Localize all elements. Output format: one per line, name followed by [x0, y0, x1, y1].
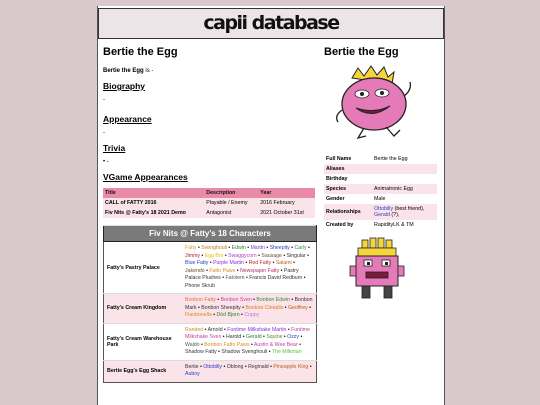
bullet-separator: •: [223, 252, 229, 259]
infobox-key: Full Name: [326, 156, 352, 162]
character-link[interactable]: Francis David Redburn: [249, 275, 303, 282]
character-link[interactable]: Red Fatty: [248, 260, 272, 267]
character-link[interactable]: Shadow Svenghouli: [221, 349, 268, 356]
relationship-note: (best friend),: [393, 206, 425, 212]
bullet-separator: •: [267, 349, 272, 356]
bullet-separator: •: [215, 297, 221, 304]
infobox-value: Bertie the Egg: [374, 156, 408, 162]
character-link[interactable]: Jimmy: [185, 252, 200, 259]
table-row: [104, 294, 317, 324]
character-link[interactable]: Pineapple King: [273, 363, 309, 370]
characters-table-title: Fiv Nits @ Fatty's 18 Characters: [104, 226, 317, 242]
table-cell: Antagonist: [204, 208, 258, 218]
bullet-separator: •: [222, 363, 227, 370]
bullet-separator: •: [244, 275, 250, 282]
intro-name: Bertie the Egg: [103, 68, 144, 74]
bullet-separator: •: [261, 334, 267, 341]
bullet-separator: •: [256, 252, 262, 259]
vgame-table: [103, 188, 315, 218]
infobox-key: Created by: [326, 222, 354, 228]
location-label[interactable]: Fatty's Cream Warehouse Park: [104, 323, 183, 360]
character-link[interactable]: Edwin: [231, 245, 246, 251]
character-link[interactable]: Bonbon Cineplis: [245, 304, 284, 311]
table-row: [104, 323, 317, 360]
character-list: [182, 323, 317, 360]
character-link[interactable]: Austin & Wee Bear: [253, 341, 298, 348]
table-row: [324, 184, 437, 194]
character-link[interactable]: Carly: [294, 245, 307, 251]
bullet-separator: •: [271, 260, 276, 267]
character-link[interactable]: Harold: [226, 334, 242, 341]
bullet-separator: •: [305, 252, 309, 259]
bullet-separator: •: [289, 297, 295, 304]
bullet-separator: •: [251, 297, 257, 304]
infobox-value: [372, 204, 437, 220]
character-link[interactable]: Swaggycorn: [228, 252, 257, 259]
location-label[interactable]: Fatty's Pastry Palace: [104, 242, 183, 294]
biography-heading: Biography: [103, 81, 146, 91]
page-container: [97, 6, 445, 405]
infobox-table: [324, 154, 437, 230]
bullet-separator: •: [286, 326, 292, 333]
character-link[interactable]: Sausage: [261, 252, 282, 259]
bertie-pixel-sprite: [346, 236, 408, 302]
bullet-separator: •: [308, 363, 312, 370]
bullet-separator: •: [302, 275, 306, 282]
characters-table: [103, 225, 317, 383]
table-cell[interactable]: Fiv Nits @ Fatty's 18 2021 Demo: [103, 208, 204, 218]
site-title: capii database: [203, 12, 339, 34]
infobox-value: RapidityLK & TM: [374, 222, 414, 228]
bullet-separator: •: [196, 304, 202, 311]
character-link[interactable]: Fatty: [185, 245, 197, 251]
bullet-separator: •: [241, 334, 247, 341]
character-link[interactable]: Bonbon Fatto Paws: [204, 341, 250, 348]
infobox-value: [372, 174, 437, 184]
trivia-heading: Trivia: [103, 143, 126, 153]
table-row: [324, 164, 437, 174]
table-row: [324, 174, 437, 184]
character-link[interactable]: Salami: [275, 260, 292, 267]
bullet-separator: •: [208, 260, 214, 267]
bullet-separator: •: [211, 312, 217, 319]
character-link[interactable]: Jakendo: [185, 267, 205, 274]
bullet-separator: •: [249, 341, 254, 348]
character-link[interactable]: Bonbon Sven: [220, 297, 252, 304]
infobox-key: Species: [324, 184, 372, 194]
bullet-separator: •: [297, 341, 301, 348]
table-row: [103, 208, 315, 218]
bullet-separator: •: [264, 245, 270, 251]
appearance-heading: Appearance: [103, 114, 152, 124]
character-link[interactable]: Bonbon Mark: [185, 297, 313, 311]
appearance-text: -: [103, 130, 105, 136]
bullet-separator: •: [216, 349, 222, 356]
character-link[interactable]: Ottobilly: [203, 363, 223, 370]
bullet-separator: •: [299, 334, 303, 341]
character-link[interactable]: The Milkman: [271, 349, 302, 356]
character-link[interactable]: Ozzy: [287, 334, 299, 341]
character-link[interactable]: Martin: [250, 245, 265, 251]
table-row: [324, 220, 437, 230]
bullet-separator: •: [199, 341, 205, 348]
character-sprite: [346, 236, 439, 307]
character-link[interactable]: Pastry Palace Plushes: [185, 267, 299, 282]
bullet-separator: •: [198, 363, 204, 370]
character-link[interactable]: Funtime Milkshake Martin: [227, 326, 287, 333]
bullet-separator: •: [306, 245, 310, 251]
bullet-separator: •: [240, 304, 246, 311]
intro-rest: is -: [143, 68, 154, 74]
page-title: Bertie the Egg: [103, 46, 178, 58]
bullet-separator: •: [281, 252, 287, 259]
character-link[interactable]: Bonbon Sheepity: [201, 304, 241, 311]
character-list: [182, 242, 317, 294]
bullet-separator: •: [239, 312, 245, 319]
bertie-egg-portrait: [324, 64, 434, 144]
table-cell: 2021 October 31st: [258, 208, 315, 218]
infobox-value: Male: [374, 196, 386, 202]
main-content: [103, 46, 318, 383]
infobox-key: Birthday: [326, 176, 348, 182]
character-link[interactable]: Auboy: [185, 371, 200, 378]
character-link[interactable]: Bonbon Edwin: [256, 297, 290, 304]
character-link[interactable]: Sheepity: [269, 245, 290, 251]
character-link[interactable]: Cuppy: [244, 312, 260, 319]
character-link[interactable]: Waldo: [185, 341, 200, 348]
bullet-separator: •: [220, 275, 226, 282]
infobox-key: Aliases: [324, 164, 372, 174]
character-link[interactable]: Geoffrey: [287, 304, 308, 311]
character-link[interactable]: Blue Fatty: [185, 260, 209, 267]
character-link[interactable]: Oblong: [226, 363, 244, 370]
character-link[interactable]: Egg Bro: [204, 252, 224, 259]
vgame-header-cell: Description: [204, 188, 258, 198]
table-row: [324, 154, 437, 164]
vgame-heading: VGame Appearances: [103, 172, 188, 182]
bullet-separator: •: [196, 245, 202, 251]
bullet-separator: •: [268, 363, 274, 370]
character-link[interactable]: Svenghouli: [201, 245, 227, 251]
table-cell: 2016 February: [258, 198, 315, 208]
table-row: [104, 360, 317, 382]
relationship-link[interactable]: Ottobilly: [374, 206, 394, 212]
bullet-separator: •: [282, 334, 288, 341]
character-link[interactable]: Squine: [266, 334, 283, 341]
vgame-header-row: [103, 188, 315, 198]
location-label[interactable]: Bertie Egg's Egg Shack: [104, 360, 183, 382]
character-link[interactable]: Flanbonella: [185, 312, 212, 319]
character-list: [182, 294, 317, 324]
character-link[interactable]: Newspaper Fatty: [239, 267, 280, 274]
infobox-title: Bertie the Egg: [324, 46, 399, 58]
bullet-separator: •: [199, 252, 205, 259]
bullet-separator: •: [204, 267, 210, 274]
intro-text: [103, 68, 318, 74]
location-label[interactable]: Fatty's Cream Kingdom: [104, 294, 183, 324]
infobox-value: [372, 164, 437, 174]
bullet-separator: •: [222, 326, 228, 333]
bullet-separator: •: [243, 363, 249, 370]
character-link[interactable]: Bertie: [185, 363, 199, 370]
bullet-separator: •: [226, 245, 232, 251]
vgame-header-cell: Title: [103, 188, 204, 198]
character-link[interactable]: Dòd Bjorn: [216, 312, 240, 319]
character-link[interactable]: Funtime Milkshake Sven: [185, 326, 310, 341]
character-link[interactable]: Fatotem: [225, 275, 245, 282]
infobox-key: Relationships: [324, 204, 372, 220]
character-link[interactable]: Bonbon Fatty: [185, 297, 216, 304]
infobox-value: Animatronic Egg: [372, 184, 437, 194]
bullet-separator: •: [289, 245, 295, 251]
bullet-separator: •: [221, 334, 227, 341]
bullet-separator: •: [243, 260, 249, 267]
character-list: [182, 360, 317, 382]
table-row: [103, 198, 315, 208]
character-link[interactable]: Fatto Paws: [209, 267, 236, 274]
bullet-separator: •: [279, 267, 284, 274]
relationship-link[interactable]: Gerald: [374, 212, 390, 218]
character-link[interactable]: Arnold: [207, 326, 223, 333]
relationship-note: (?),: [389, 212, 400, 218]
character-link[interactable]: Gerald: [246, 334, 262, 341]
character-image: [324, 64, 439, 144]
character-link[interactable]: Singular: [286, 252, 306, 259]
trivia-text: • -: [103, 159, 109, 165]
infobox: [324, 46, 439, 307]
bullet-separator: •: [283, 304, 288, 311]
infobox-key: Gender: [326, 196, 345, 202]
bullet-separator: •: [307, 304, 312, 311]
bullet-separator: •: [235, 267, 240, 274]
bullet-separator: •: [203, 326, 208, 333]
character-link[interactable]: Phone Skrub: [185, 282, 215, 289]
table-row: [324, 194, 437, 204]
biography-text: -: [103, 97, 105, 103]
table-row: [104, 242, 317, 294]
vgame-header-cell: Year: [258, 188, 315, 198]
character-link[interactable]: Reginald: [248, 363, 269, 370]
bullet-separator: •: [245, 245, 251, 251]
character-link[interactable]: Purple Martin: [213, 260, 244, 267]
table-cell: Playable / Enemy: [204, 198, 258, 208]
table-row: [324, 204, 437, 220]
character-link[interactable]: Shadow Fatty: [185, 349, 217, 356]
bullet-separator: •: [291, 260, 295, 267]
character-link[interactable]: Randed: [185, 326, 204, 333]
table-cell[interactable]: CALL of FATTY 2016: [103, 198, 204, 208]
site-banner[interactable]: [98, 8, 444, 39]
